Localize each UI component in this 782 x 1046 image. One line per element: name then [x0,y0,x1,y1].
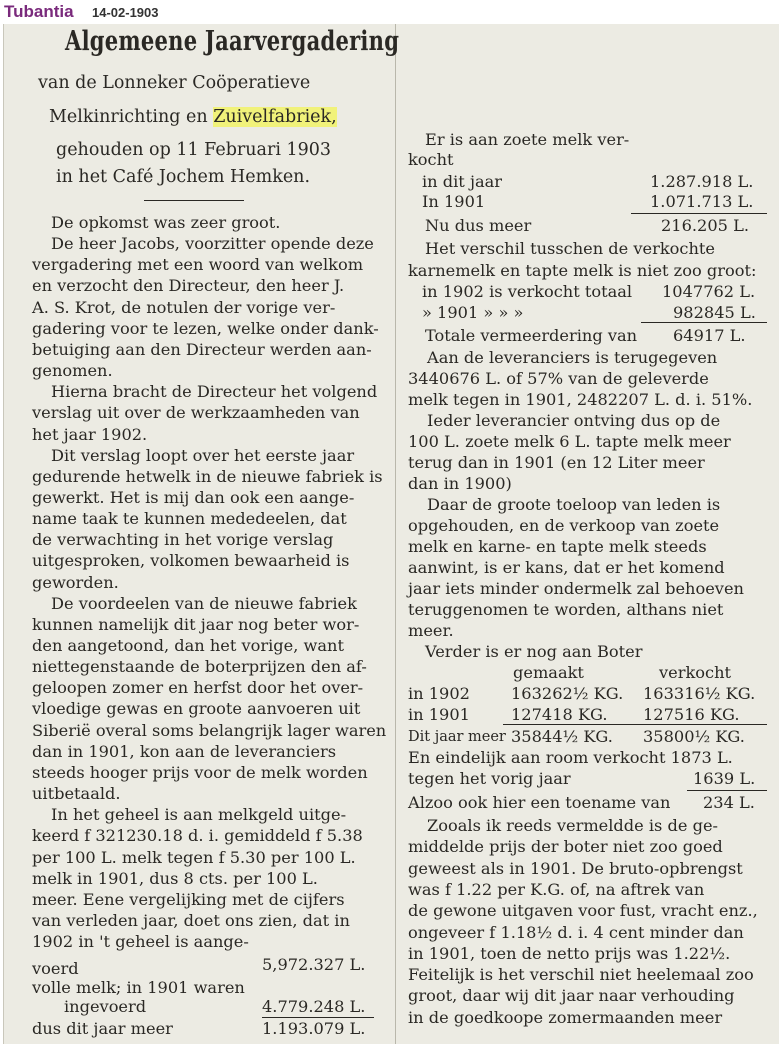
newspaper-name[interactable]: Tubantia [4,2,74,21]
table-row-label: Alzoo ook hier een toename van [408,793,671,812]
title-separator [144,200,244,201]
paragraph-line: dan in 1900) [408,474,512,493]
paragraph-line: gedurende hetwelk in de nieuwe fabriek is [32,466,383,486]
paragraph-line: De heer Jacobs, voorzitter opende deze [51,234,374,254]
intro-line: Er is aan zoete melk ver- [425,130,630,149]
paragraph-line: melk en karne- en tapte melk steeds [408,537,707,556]
subtitle-line-2 [49,108,337,126]
paragraph-line: En eindelijk aan room verkocht 1873 L. [408,748,733,767]
paragraph-line: uitbetaald. [32,784,121,804]
subtitle-line-1: van de Lonneker Coöperatieve [38,73,311,93]
paragraph-line: opgehouden, en de verkoop van zoete [408,516,720,535]
table-row-value: 1.193.079 L. [262,1019,366,1038]
paragraph-line: was f 1.22 per K.G. of, na aftrek van [408,879,705,899]
sum-rule [631,213,767,214]
paragraph-line: Siberië overal soms belangrijk lager waren [32,720,387,740]
paragraph-line: middelde prijs der boter niet zoo goed [408,837,723,857]
paragraph-line: aanwint, is er kans, dat er het komend [408,558,725,577]
column-divider [395,24,396,1044]
table-cell: 35844½ KG. [511,727,613,746]
viewer-header [0,0,782,24]
table-row-value: 64917 L. [673,326,746,345]
paragraph-line: verslag uit over de werkzaamheden van [32,403,360,423]
subtitle-line-2a: Melkinrichting en [49,107,214,127]
paragraph-line: vloedige gewas en groote aanvoeren uit [32,699,361,719]
table-row-label: ingevoerd [64,997,147,1016]
paragraph-line: Aan de leveranciers is terugegeven [427,348,718,367]
paragraph-line: het jaar 1902. [32,424,148,444]
table-row-label: dus dit jaar meer [32,1019,173,1038]
paragraph-line: vergadering met een woord van welkom [32,255,364,275]
paragraph-line: gadering voor te lezen, welke onder dank- [32,318,379,338]
paragraph-line: In het geheel is aan melkgeld uitge- [51,805,347,825]
paragraph-line: den aangetoond, dan het vorige, want [32,636,344,655]
intro-line: kocht [408,150,454,169]
paragraph-line: niettegenstaande de boterprijzen den af- [32,657,367,677]
paragraph-line: dan in 1901, kon aan de leveranciers [32,741,337,761]
paragraph-line: jaar iets minder ondermelk zal behoeven [408,579,744,598]
table-cell: 163262½ KG. [511,684,624,703]
table-row-label: voerd [32,959,79,978]
table-row-value: 234 L. [703,793,755,812]
paragraph-line: Daar de groote toeloop van leden is [427,495,721,514]
paragraph-line: Dit verslag loopt over het eerste jaar [51,445,355,465]
table-row-label: tegen het vorig jaar [408,769,571,788]
paragraph-line: teruggenomen te worden, althans niet [408,600,724,619]
table-row-label: Nu dus meer [425,216,532,235]
paragraph-line: Zooals ik reeds vermeldde is de ge- [427,816,719,835]
paragraph-line: karnemelk en tapte melk is niet zoo groot: [408,261,757,280]
paragraph-line: De opkomst was zeer groot. [51,213,281,232]
subtitle-line-4: in het Café Jochem Hemken. [56,167,311,187]
table-row-label: Totale vermeerdering van [425,326,638,345]
paragraph-line: in de goedkoope zomermaanden meer [408,1007,723,1027]
sum-rule [503,724,767,725]
paragraph-line: keerd f 321230.18 d. i. gemiddeld f 5.38 [32,826,363,846]
paragraph-line: melk in 1901, dus 8 cts. per 100 L. [32,868,318,888]
newspaper-clipping [3,24,779,1044]
table-row-label: » 1901 » » » [422,303,524,322]
paragraph-line: terug dan in 1901 (en 12 Liter meer [408,453,705,472]
table-row-label: in 1902 is verkocht totaal [422,282,633,301]
paragraph-line: ongeveer f 1.18½ d. i. 4 cent minder dan [408,922,744,942]
paragraph-line: de verwachting in het vorige verslag [32,530,334,550]
paragraph-line: de gewone uitgaven voor fust, vracht enz., [408,901,758,921]
sum-rule [262,1017,374,1018]
paragraph-line: kunnen namelijk dit jaar nog beter wor- [32,614,360,634]
paragraph-line: A. S. Krot, de notulen der vorige ver- [32,297,336,317]
paragraph-line: geweest als in 1901. De bruto-opbrengst [408,858,743,878]
paragraph-line: per 100 L. melk tegen f 5.30 per 100 L. [32,847,356,867]
table-row-value: 1047762 L. [662,282,756,301]
table-row-label: Dit jaar meer [408,729,506,745]
boter-intro: Verder is er nog aan Boter [425,642,643,661]
subtitle-line-3: gehouden op 11 Februari 1903 [56,140,332,160]
paragraph-line: geloopen zomer en herfst door het over- [32,678,364,698]
table-row-value: 5,972.327 L. [262,955,366,974]
table-cell: 35800½ KG. [643,727,745,746]
table-row-value: 1.071.713 L. [650,192,754,211]
paragraph-line: 1902 in 't geheel is aange- [32,932,249,952]
table-row-value: 4.779.248 L. [262,997,366,1016]
table-row-label: in 1902 [408,684,470,703]
table-row-value: 216.205 L. [661,216,749,235]
paragraph-line: Het verschil tusschen de verkochte [425,239,715,258]
paragraph-line: uitgesproken, volkomen bewaarheid is [32,551,350,571]
paragraph-line: meer. [408,621,454,640]
table-cell: 163316½ KG. [643,684,756,703]
paragraph-line: genomen. [32,361,113,381]
table-row-label: In 1901 [422,192,486,211]
table-row-value: 1639 L. [693,769,756,788]
table-cell: 127516 KG. [643,705,740,724]
paragraph-line: Hierna bracht de Directeur het volgend [51,382,378,402]
paragraph-line: Ieder leverancier ontving dus op de [427,411,721,430]
paragraph-line: en verzocht den Directeur, den heer J. [32,276,345,296]
paragraph-line: van verleden jaar, doet ons zien, dat in [32,910,350,930]
paragraph-line: geworden. [32,572,119,592]
paragraph-line: name taak te kunnen mededeelen, dat [32,509,347,529]
table-cell: 127418 KG. [511,705,608,724]
table-row-value: 1.287.918 L. [650,172,754,191]
publication-date: 14-02-1903 [92,5,159,20]
paragraph-line: steeds hooger prijs voor de melk worden [32,762,368,782]
paragraph-line: groot, daar wij dit jaar naar verhouding [408,986,735,1006]
paragraph-line: melk tegen in 1901, 2482207 L. d. i. 51%. [408,390,753,409]
boter-column-header: verkocht [659,663,732,682]
table-row-label: volle melk; in 1901 waren [32,978,245,997]
paragraph-line: 100 L. zoete melk 6 L. tapte melk meer [408,432,731,451]
highlighted-search-term: Zuivelfabriek, [213,107,337,127]
boter-column-header: gemaakt [513,663,584,682]
paragraph-line: 3440676 L. of 57% van de geleverde [408,369,709,388]
paragraph-line: De voordeelen van de nieuwe fabriek [51,593,357,613]
table-row-label: in dit jaar [422,172,502,191]
sum-rule [641,322,767,323]
paragraph-line: Feitelijk is het verschil niet heelemaal zoo [408,965,754,985]
paragraph-line: meer. Eene vergelijking met de cijfers [32,889,345,909]
article-title: Algemeene Jaarvergadering [65,26,400,57]
paragraph-line: gewerkt. Het is mij dan ook een aange- [32,487,355,507]
table-row-label: in 1901 [408,705,470,724]
sum-rule [687,790,767,791]
paragraph-line: betuiging aan den Directeur werden aan- [32,339,372,359]
table-row-value: 982845 L. [673,303,756,322]
paragraph-line: in 1901, toen de netto prijs was 1.22½. [408,943,731,963]
